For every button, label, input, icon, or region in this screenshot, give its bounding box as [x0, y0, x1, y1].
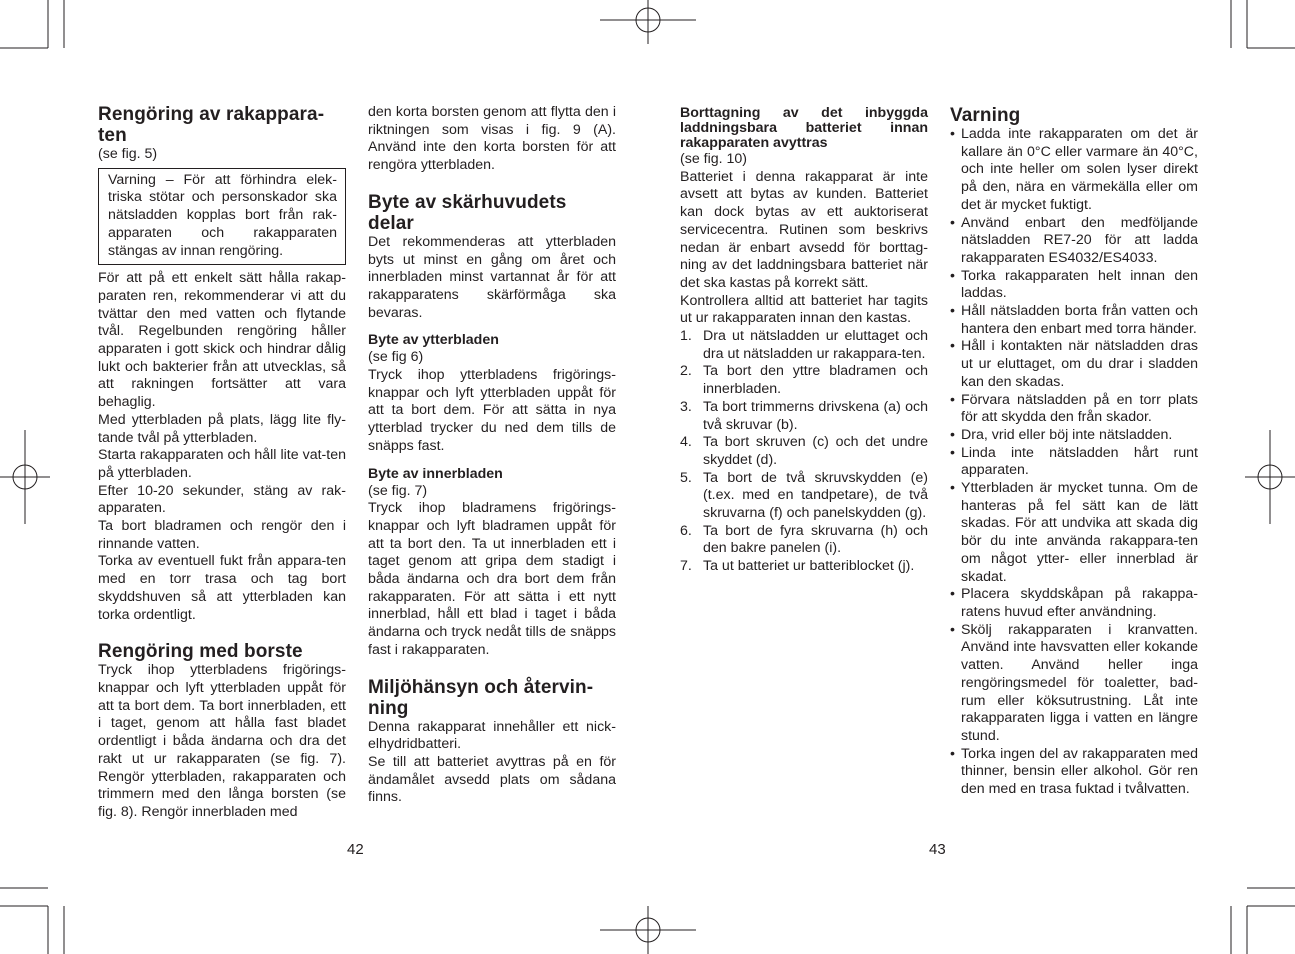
paragraph: Se till att batteriet avyttras på en för ändamålet avsedd plats om sådana finns. [368, 753, 616, 806]
list-item-text: Torka rakapparaten helt innan den laddas. [961, 267, 1198, 302]
subheading-ytterbladen: Byte av ytterbladen [368, 332, 499, 349]
list-item-text: Skölj rakapparaten i kranvatten. Använd inte havsvatten eller kokande vatten. Använd heller inga rengöringsmedel för toaletter, bad-rum eller köksutrustning. Låt inte rakapparaten ligga i vatten en längre stund. [961, 621, 1198, 744]
warning-box: Varning – För att förhindra elek-triska stötar och personskador ska nätsladden kopplas bort från rak-apparaten och rakapparaten stängas av innan rengöring. [98, 168, 346, 266]
figure-reference: (se fig. 7) [368, 482, 428, 499]
list-item-text: Ladda inte rakapparaten om det är kallare än 0°C eller varmare än 40°C, och inte heller om solen lyser direkt på den, nära en värmekälla eller om det är mycket fuktigt. [961, 126, 1198, 213]
removal-steps-list [680, 328, 928, 576]
registration-mark-right [1245, 430, 1295, 524]
paragraph: Torka av eventuell fukt från appara-ten med en torr trasa och tag bort skyddshuven så att ytterbladen kan torka ordentligt. [98, 553, 346, 623]
list-item-text: Linda inte nätsladden hårt runt apparaten. [961, 444, 1198, 479]
step-text: Ta ut batteriet ur batteriblocket (j). [703, 558, 915, 575]
list-item-text: Placera skyddskåpan på rakappa-ratens huvud efter användning. [961, 586, 1198, 620]
paragraph: Starta rakapparaten och håll lite vat-ten på ytterbladen. [98, 447, 346, 481]
crop-mark-bottom-left [0, 888, 64, 954]
list-item-text: Håll i kontakten när nätsladden dras ut ur eluttaget, om du drar i sladden kan den skadas. [961, 338, 1198, 390]
bullet-icon: • [950, 391, 955, 408]
paragraph: Ta bort bladramen och rengör den i rinnande vatten. [98, 518, 346, 552]
list-item [950, 215, 1198, 268]
page-number-right: 43 [929, 841, 946, 858]
heading-rengoring: Rengöring av rakappara-ten [98, 104, 325, 146]
registration-mark-left [0, 430, 50, 524]
paragraph: Batteriet i denna rakapparat är inte avsett att bytas av kunden. Batteriet kan dock bytas av ett auktoriserat servicecentra. Rutinen som beskrivs nedan är enbart avsedd för borttag-ning av det laddningsbara batteriet när det ska kastas på korrekt sätt. [680, 168, 928, 291]
bullet-icon: • [950, 621, 955, 638]
paragraph: Det rekommenderas att ytterbladen byts ut minst en gång om året och innerbladen minst vartannat år för att rakapparatens skärförmåga ska bevaras. [368, 233, 616, 321]
list-item [680, 363, 928, 398]
list-item [680, 399, 928, 434]
warning-list [950, 126, 1198, 799]
bullet-icon: • [950, 745, 955, 762]
paragraph: Tryck ihop ytterbladens frigörings-knappar och lyft ytterbladen uppåt för att ta bort dem. Ta bort innerbladen, ett i taget, genom att hålla fast bladet ordentligt i båda ändarna och dra det rakt ut ur rakapparaten (se fig. 7). Rengör ytterbladen, rakapparaten och trimmern med den långa borsten (se fig. 8). Rengör innerbladen med [98, 662, 346, 820]
list-item [950, 480, 1198, 586]
registration-mark-top [600, 0, 696, 44]
list-item [950, 392, 1198, 427]
bullet-icon: • [950, 480, 955, 497]
list-item-text: Dra, vrid eller böj inte nätsladden. [961, 426, 1173, 443]
list-item [680, 558, 928, 576]
subheading-innerbladen: Byte av innerbladen [368, 465, 503, 482]
registration-mark-bottom [600, 906, 696, 954]
list-item [680, 434, 928, 469]
bullet-icon: • [950, 426, 955, 443]
step-text: Ta bort trimmerns drivskena (a) och två skruvar (b). [703, 398, 928, 433]
paragraph: Efter 10-20 sekunder, stäng av rak-apparaten. [98, 482, 346, 517]
step-number: 7. [680, 558, 692, 575]
paragraph: Denna rakapparat innehåller ett nick-elhydridbatteri. [368, 718, 616, 753]
step-number: 6. [680, 522, 692, 539]
paragraph: Med ytterbladen på plats, lägg lite fly-tande tvål på ytterbladen. [98, 411, 346, 446]
crop-mark-top-right [1231, 0, 1295, 48]
step-text: Dra ut nätsladden ur eluttaget och dra ut nätsladden ur rakappara-ten. [703, 328, 928, 362]
paragraph: Tryck ihop ytterbladens frigörings-knappar och lyft ytterbladen uppåt för att ta bort dem. För att sätta in nya ytterblad trycker du ned dem tills de snäpps fast. [368, 367, 616, 454]
figure-reference: (se fig. 5) [98, 146, 158, 162]
heading-borttagning: Borttagning av det inbyggda laddningsbara batteriet innan rakapparaten avyttras [680, 105, 928, 151]
heading-byte: Byte av skärhuvudets delar [368, 191, 567, 234]
step-number: 4. [680, 434, 692, 451]
heading-borste: Rengöring med borste [98, 641, 303, 663]
bullet-icon: • [950, 444, 955, 461]
column-4 [950, 100, 1198, 799]
list-item-text: Håll nätsladden borta från vatten och hantera den enbart med torra händer. [961, 303, 1198, 337]
column-2 [368, 100, 616, 807]
step-text: Ta bort den yttre bladramen och innerbladen. [703, 363, 928, 398]
column-3 [680, 100, 928, 576]
bullet-icon: • [950, 303, 955, 320]
paragraph: För att på ett enkelt sätt hålla rakap-paraten ren, rekommenderar vi att du tvättar den med vatten och flytande tvål. Regelbunden rengöring håller apparaten i gott skick och hindrar dålig lukt och bakterier från att utvecklas, så att rakningen fortsätter att vara behaglig. [98, 270, 346, 411]
list-item [680, 523, 928, 558]
crop-mark-top-left [0, 0, 64, 48]
list-item [950, 622, 1198, 746]
step-number: 3. [680, 398, 692, 415]
bullet-icon: • [950, 586, 955, 603]
step-text: Ta bort de fyra skruvarna (h) och den bakre panelen (i). [703, 522, 928, 557]
step-number: 5. [680, 469, 692, 486]
list-item [950, 445, 1198, 480]
list-item [950, 586, 1198, 621]
bullet-icon: • [950, 126, 955, 142]
figure-reference: (se fig. 10) [680, 151, 748, 167]
page-number-left: 42 [347, 841, 364, 858]
heading-miljo: Miljöhänsyn och återvin-ning [368, 676, 594, 719]
list-item [950, 338, 1198, 391]
list-item-text: Förvara nätsladden på en torr plats för att skydda den från skador. [961, 391, 1198, 426]
bullet-icon: • [950, 214, 955, 231]
crop-mark-bottom-right [1231, 888, 1295, 954]
list-item [950, 427, 1198, 445]
list-item [950, 303, 1198, 338]
list-item-text: Använd enbart den medföljande nätsladden RE7-20 för att ladda rakapparaten ES4032/ES4033. [961, 214, 1198, 266]
figure-reference: (se fig 6) [368, 349, 424, 366]
paragraph: Tryck ihop bladramens frigörings-knappar och lyft bladramen uppåt för att ta bort den. Ta ut innerbladen ett i taget genom att gripa dem stadigt i båda ändarna och dra bort dem från rakapparaten. För att sätta i ett nytt innerblad, håll ett blad i taget i båda ändarna och tryck nedåt tills de snäpps fast i rakapparaten. [368, 500, 616, 658]
list-item [950, 268, 1198, 303]
bullet-icon: • [950, 267, 955, 284]
step-number: 2. [680, 363, 692, 380]
step-text: Ta bort de två skruvskydden (e) (t.ex. med en tandpetare), de två skruvarna (f) och panelskydden (g). [703, 469, 928, 522]
bullet-icon: • [950, 338, 955, 355]
heading-varning: Varning [950, 105, 1021, 126]
list-item [950, 126, 1198, 215]
paragraph: Kontrollera alltid att batteriet har tagits ut ur rakapparaten innan den kastas. [680, 292, 928, 327]
column-1 [98, 100, 346, 822]
list-item [680, 470, 928, 523]
list-item-text: Torka ingen del av rakapparaten med thinner, bensin eller alkohol. Gör ren den med en trasa fuktad i tvålvatten. [961, 745, 1198, 798]
list-item [680, 328, 928, 363]
list-item [950, 746, 1198, 799]
step-text: Ta bort skruven (c) och det undre skyddet (d). [703, 434, 928, 468]
step-number: 1. [680, 328, 692, 345]
paragraph: den korta borsten genom att flytta den i riktningen som visas i fig. 9 (A). Använd inte den korta borsten för att rengöra ytterbladen. [368, 104, 616, 174]
list-item-text: Ytterbladen är mycket tunna. Om de hanteras på fel sätt kan de lätt skadas. För att undvika att skada dig bör du inte använda rakappara-ten om något ytter- eller innerblad är skadat. [961, 480, 1198, 585]
